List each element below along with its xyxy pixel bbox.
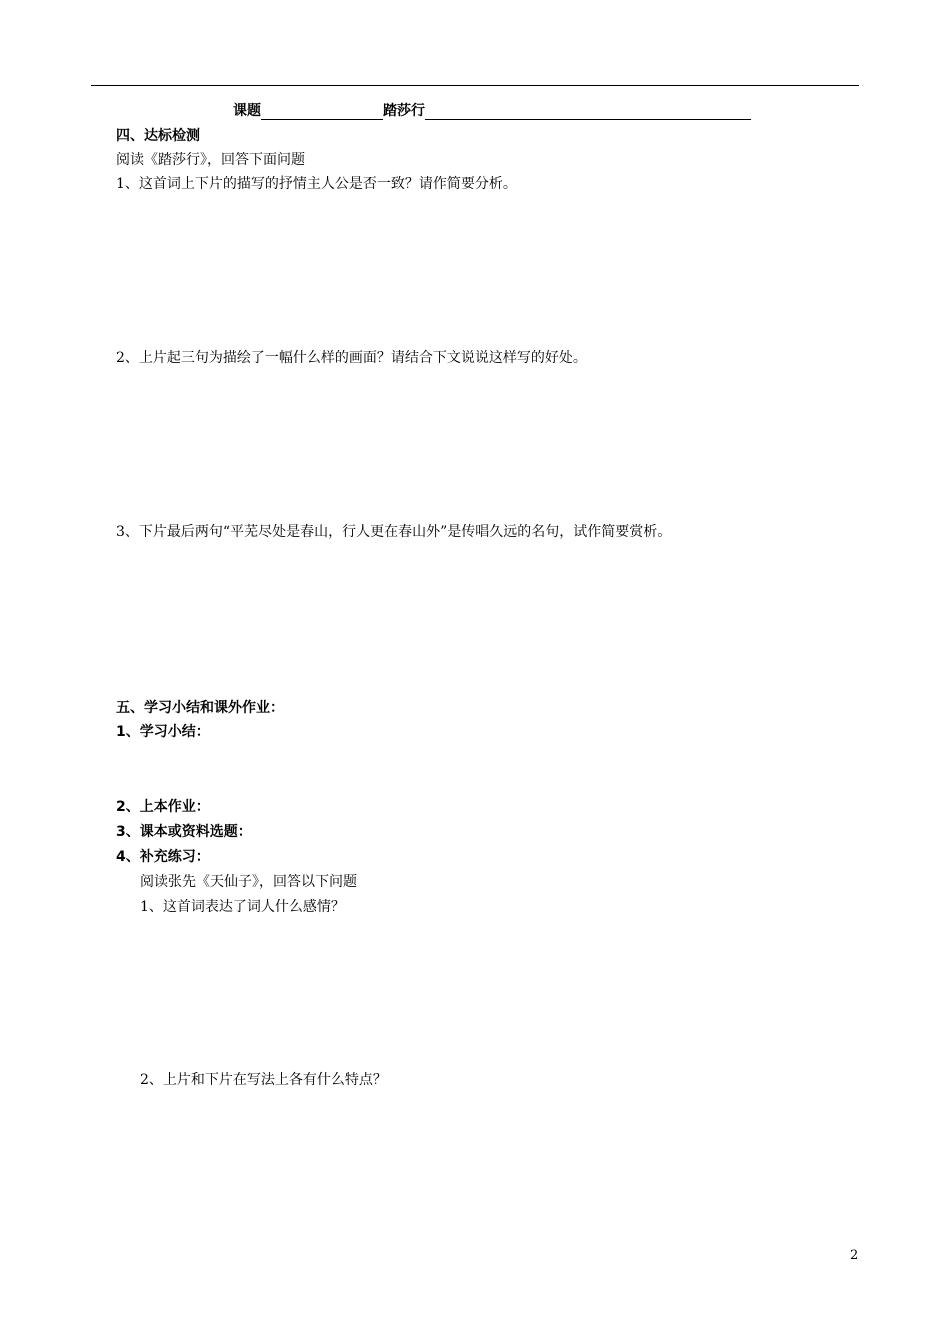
- title-blank: [425, 103, 751, 120]
- extra-intro: 阅读张先《天仙子》，回答以下问题: [140, 874, 357, 890]
- section5-heading: 五、学习小结和课外作业：: [116, 700, 284, 716]
- lesson-title: 踏莎行: [383, 103, 425, 119]
- header-rule: [91, 85, 859, 86]
- summary-item: 1、学习小结：: [116, 724, 210, 740]
- page-number: 2: [850, 1248, 859, 1263]
- question-2: 2、上片起三句为描绘了一幅什么样的画面？请结合下文说说这样写的好处。: [116, 350, 587, 366]
- course-label: 课题: [233, 103, 261, 119]
- course-blank: [261, 103, 383, 120]
- question-3: 3、下片最后两句“平芜尽处是春山，行人更在春山外”是传唱久远的名句，试作简要赏析。: [116, 524, 672, 540]
- exercise-item: 4、补充练习：: [116, 849, 210, 865]
- extra-question-2: 2、上片和下片在写法上各有什么特点？: [140, 1072, 387, 1088]
- section4-intro: 阅读《踏莎行》，回答下面问题: [116, 152, 305, 168]
- question-1: 1、这首词上下片的描写的抒情主人公是否一致？请作简要分析。: [116, 176, 517, 192]
- homework-item: 2、上本作业：: [116, 799, 210, 815]
- section4-heading: 四、达标检测: [116, 128, 200, 144]
- textbook-item: 3、课本或资料选题：: [116, 824, 252, 840]
- header-line: [233, 100, 751, 122]
- extra-question-1: 1、这首词表达了词人什么感情？: [140, 899, 345, 915]
